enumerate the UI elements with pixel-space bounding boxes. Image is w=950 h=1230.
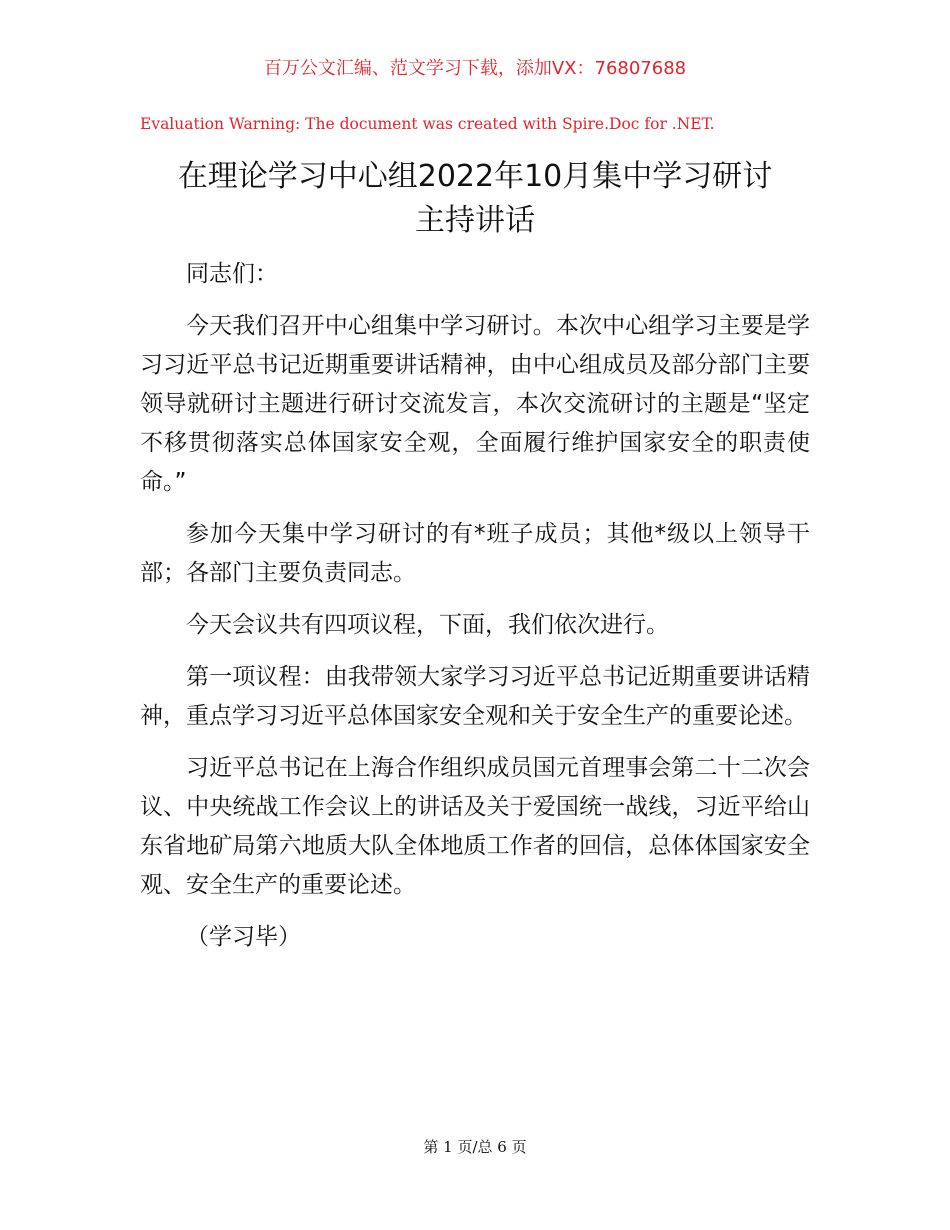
salutation-paragraph: 同志们： (186, 261, 278, 287)
closing-note: （学习毕） (186, 924, 301, 950)
page-number: 第 1 页/总 6 页 (423, 1138, 527, 1156)
body-paragraph: 习近平总书记在上海合作组织成员国元首理事会第二十二次会议、中央统战工作会议上的讲话及关于爱国统一战线，习近平给山东省地矿局第六地质大队全体地质工作者的回信，总体体国家安全观、安全生产的重要论述。 (140, 755, 810, 898)
body-paragraph: 今天我们召开中心组集中学习研讨。本次中心组学习主要是学习习近平总书记近期重要讲话精神，由中心组成员及部分部门主要领导就研讨主题进行研讨交流发言，本次交流研讨的主题是“坚定不移贯彻落实总体国家安全观，全面履行维护国家安全的职责使命。” (140, 313, 810, 495)
body-paragraph: 今天会议共有四项议程，下面，我们依次进行。 (186, 612, 669, 638)
document-title (140, 155, 810, 243)
title-line-2: 主持讲话 (415, 203, 535, 238)
title-line-1: 在理论学习中心组2022年10月集中学习研讨 (177, 159, 773, 194)
evaluation-warning: Evaluation Warning: The document was created with Spire.Doc for .NET. (140, 115, 715, 133)
header-banner: 百万公文汇编、范文学习下载，添加VX：76807688 (263, 58, 687, 79)
document-body (140, 255, 810, 970)
body-paragraph: 参加今天集中学习研讨的有*班子成员；其他*级以上领导干部；各部门主要负责同志。 (140, 521, 810, 586)
body-paragraph: 第一项议程：由我带领大家学习习近平总书记近期重要讲话精神，重点学习习近平总体国家安全观和关于安全生产的重要论述。 (140, 664, 810, 729)
